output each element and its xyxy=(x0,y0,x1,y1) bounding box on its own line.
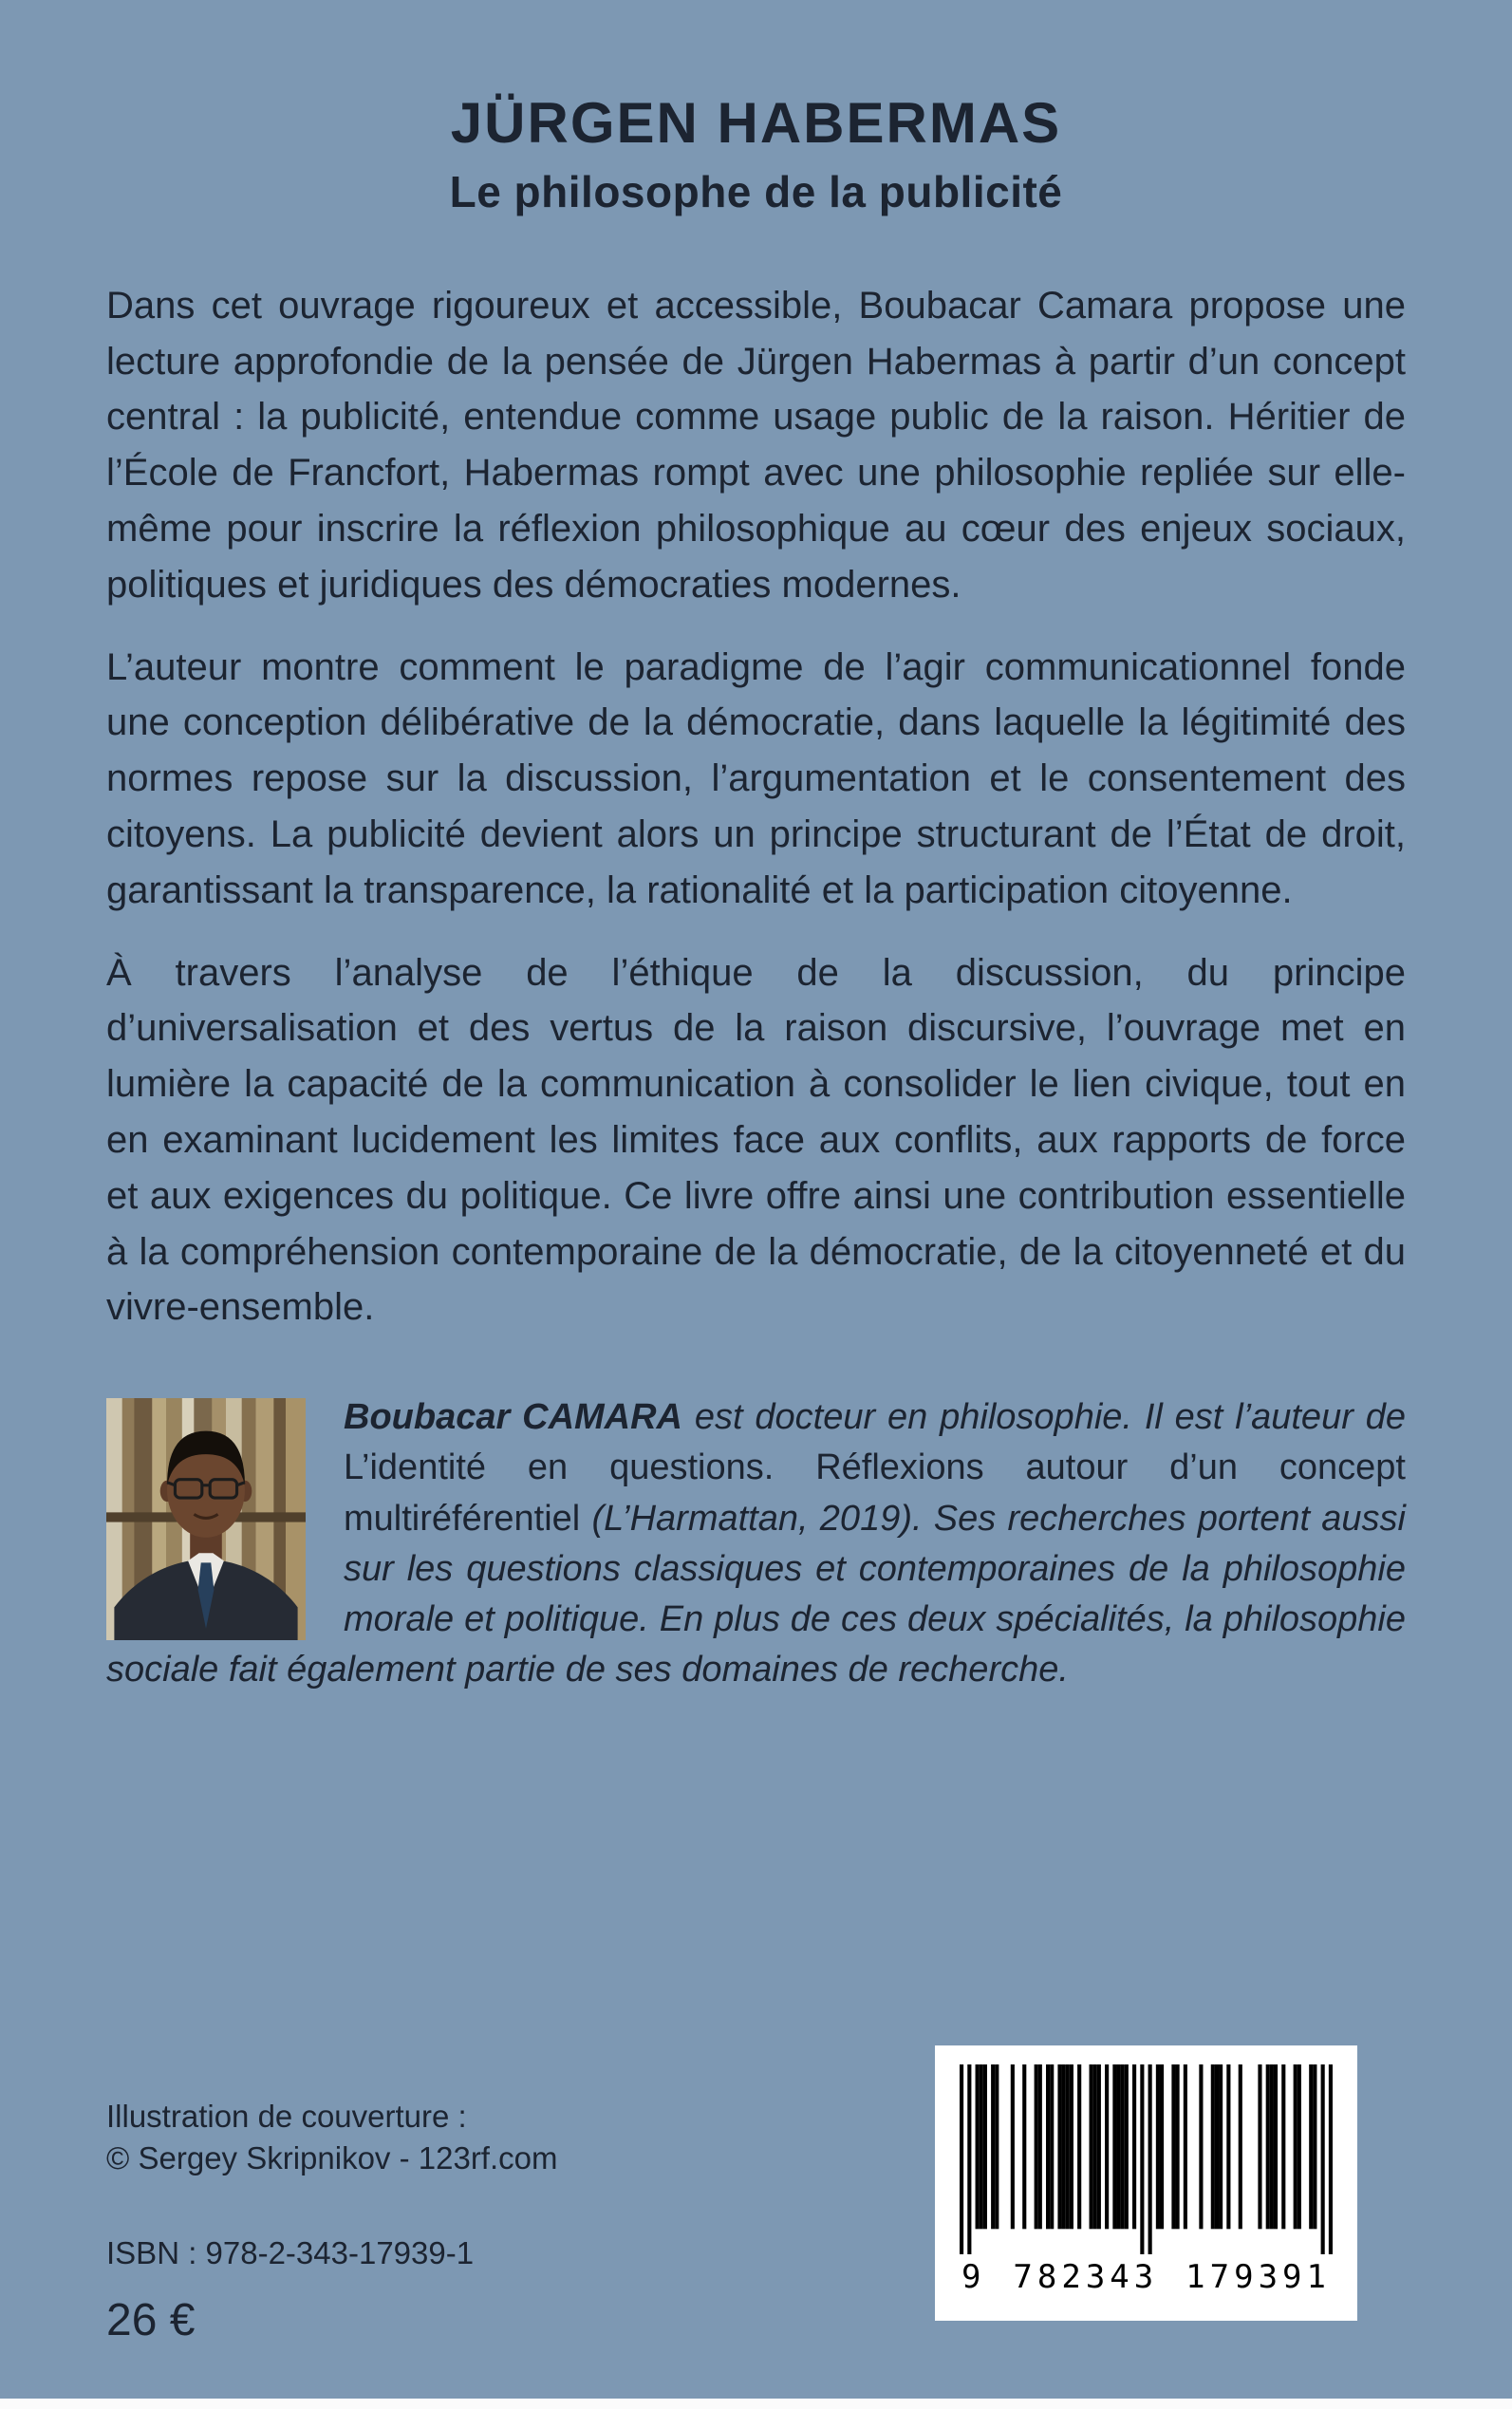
bio-segment: est docteur en philosophie. Il est l’auteur de xyxy=(682,1397,1406,1438)
author-bio xyxy=(106,1392,1406,1695)
author-name: Boubacar CAMARA xyxy=(344,1397,682,1438)
barcode-digits xyxy=(960,2258,1333,2296)
book-subtitle: Le philosophe de la publicité xyxy=(449,167,1063,216)
cover-credit xyxy=(106,2096,558,2179)
bio-cited-book-title: L’identité en questions. Réflexions autour d’un concept multiréférentiel xyxy=(344,1447,1406,1539)
synopsis xyxy=(106,278,1406,1335)
barcode-digit-group2: 179391 xyxy=(1185,2258,1331,2296)
page-bottom-edge xyxy=(0,2399,1512,2409)
book-title: JÜRGEN HABERMAS xyxy=(450,91,1062,155)
price: 26 € xyxy=(106,2294,196,2345)
synopsis-paragraph-1: Dans cet ouvrage rigoureux et accessible, Boubacar Camara propose une lecture approfondie de la pensée de Jürgen Habermas à partir d’un concept central : la publicité, entendue comme usage public de la raison. Héritier de l’École de Francfort, Habermas rompt avec une philosophie repliée sur elle-même pour inscrire la réflexion philosophique au cœur des enjeux sociaux, politiques et juridiques des démocraties modernes. xyxy=(106,284,1406,606)
synopsis-paragraph-2: L’auteur montre comment le paradigme de l’agir communicationnel fonde une conception délibérative de la démocratie, dans laquelle la légitimité des normes repose sur la discussion, l’argumentation et le consentement des citoyens. La publicité devient alors un principe structurant de l’État de droit, garantissant la transparence, la rationalité et la participation citoyenne. xyxy=(106,645,1406,911)
barcode-bars xyxy=(960,2064,1333,2254)
barcode xyxy=(935,2045,1357,2321)
cover-credit-line2: © Sergey Skripnikov - 123rf.com xyxy=(106,2140,558,2176)
footer xyxy=(106,2096,558,2351)
barcode-digit-group1: 782343 xyxy=(1013,2258,1159,2296)
author-photo xyxy=(106,1398,306,1640)
barcode-digit-left: 9 xyxy=(961,2258,986,2296)
bio-segment: (L’Harmattan, 2019). Ses recherches portent aussi sur les questions classiques et contemporaines de la philosophie morale et politique. En plus de ces deux spécialités, la philosophie sociale fait également partie de ses domaines de recherche. xyxy=(106,1498,1406,1690)
cover-credit-line1: Illustration de couverture : xyxy=(106,2099,467,2134)
isbn: ISBN : 978-2-343-17939-1 xyxy=(106,2235,475,2271)
author-photo-illustration xyxy=(106,1398,306,1640)
synopsis-paragraph-3: À travers l’analyse de l’éthique de la discussion, du principe d’universalisation et des vertus de la raison discursive, l’ouvrage met en lumière la capacité de la communication à consolider le lien civique, tout en en examinant lucidement les limites face aux conflits, aux rapports de force et aux exigences du politique. Ce livre offre ainsi une contribution essentielle à la compréhension contemporaine de la démocratie, de la citoyenneté et du vivre-ensemble. xyxy=(106,951,1406,1329)
